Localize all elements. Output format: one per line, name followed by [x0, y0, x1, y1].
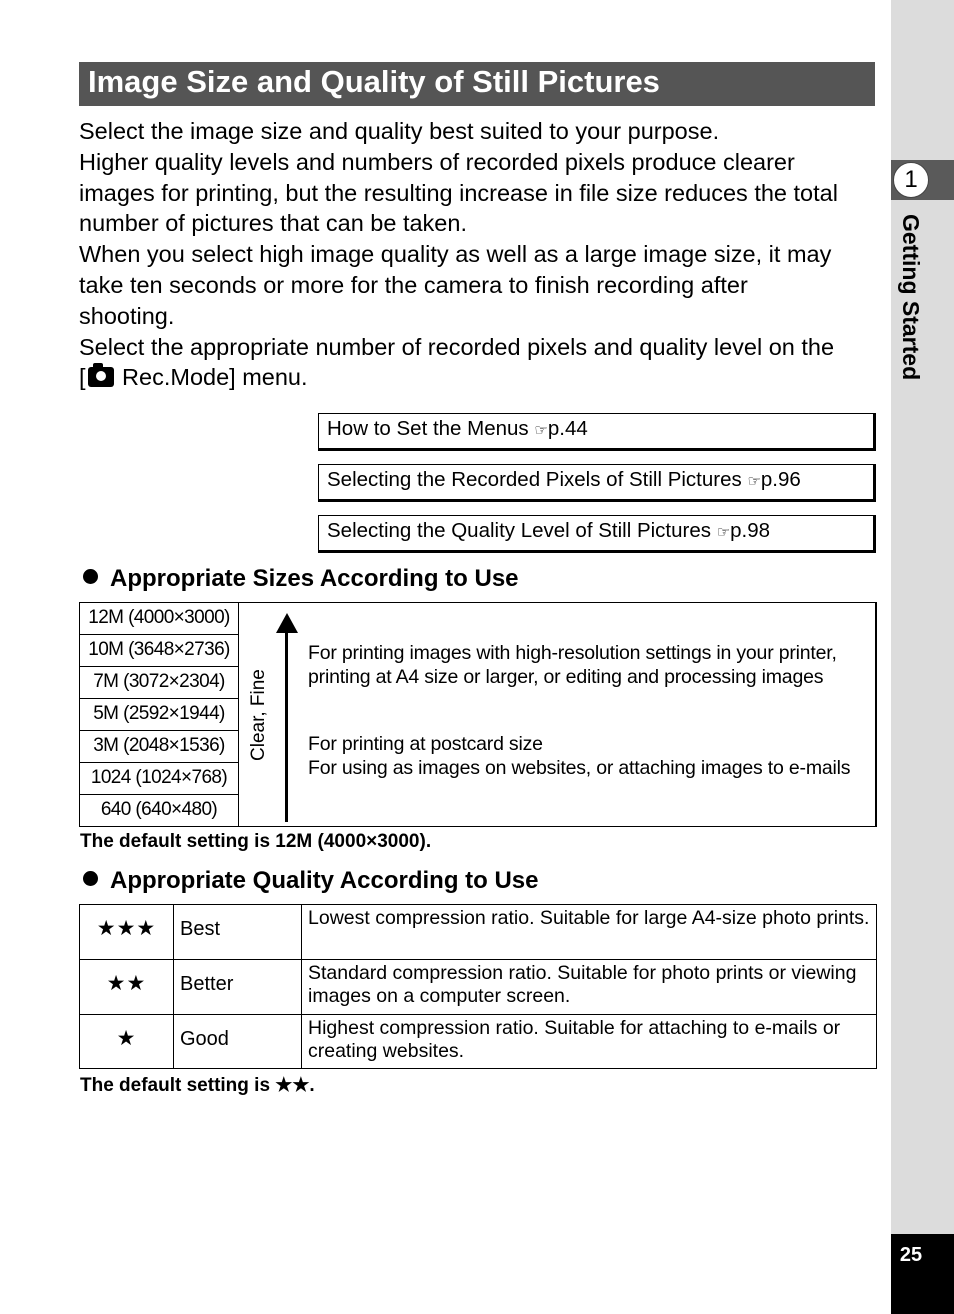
- intro-paragraph: Higher quality levels and numbers of recorded pixels produce clearer images for printing, but the resulting increase in file size reduces the total number of pictures that can be taken.: [79, 148, 838, 237]
- intro-paragraph: Select the image size and quality best suited to your purpose.: [79, 118, 720, 144]
- page-pointer-icon: ☞: [747, 473, 761, 490]
- page-title: Image Size and Quality of Still Pictures: [88, 64, 660, 99]
- menu-name: Rec.Mode] menu.: [115, 364, 308, 391]
- intro-menu-line: [79, 362, 879, 393]
- quality-heading: [83, 867, 539, 895]
- quality-default-note: The default setting is ★★.: [80, 1075, 315, 1096]
- use-description: For printing at postcard size: [308, 733, 543, 755]
- intro-paragraph: Select the appropriate number of recorded pixels and quality level on the: [79, 333, 835, 360]
- quality-stars: ★★★: [80, 905, 174, 959]
- sizes-table: [79, 602, 877, 827]
- size-cell: 7M (3072×2304): [80, 667, 239, 699]
- table-row: [80, 1015, 876, 1068]
- size-cell: 3M (2048×1536): [80, 731, 239, 763]
- quality-description: Lowest compression ratio. Suitable for large A4-size photo prints.: [308, 907, 870, 929]
- quality-heading-text: Appropriate Quality According to Use: [110, 867, 539, 894]
- bullet-icon: [83, 871, 98, 886]
- sizes-heading: [83, 565, 519, 593]
- use-description: For using as images on websites, or attaching images to e-mails: [308, 757, 851, 779]
- reference-text: Selecting the Quality Level of Still Pictures: [327, 519, 717, 542]
- quality-axis-line: [285, 630, 288, 822]
- reference-recorded-pixels[interactable]: [318, 464, 876, 502]
- page-pointer-icon: ☞: [534, 422, 548, 439]
- reference-page: p.96: [760, 468, 801, 491]
- quality-description: Highest compression ratio. Suitable for attaching to e-mails or creating websites.: [308, 1017, 841, 1062]
- reference-page: p.98: [730, 519, 771, 542]
- page-pointer-icon: ☞: [716, 524, 731, 541]
- size-cell: 12M (4000×3000): [80, 603, 239, 635]
- chapter-label: Getting Started: [898, 214, 924, 381]
- quality-table: [79, 904, 877, 1069]
- quality-name: Good: [174, 1015, 302, 1068]
- quality-name: Better: [174, 960, 302, 1014]
- size-cell: 5M (2592×1944): [80, 699, 239, 731]
- quality-name: Best: [174, 905, 302, 959]
- camera-icon: [88, 367, 114, 387]
- arrow-up-icon: [276, 613, 298, 633]
- size-cell: 640 (640×480): [80, 795, 239, 826]
- quality-stars: ★: [80, 1015, 174, 1068]
- size-cell: 1024 (1024×768): [80, 763, 239, 795]
- reference-text: Selecting the Recorded Pixels of Still Pictures: [327, 468, 748, 491]
- chapter-number: 1: [893, 162, 929, 198]
- quality-stars: ★★: [80, 960, 174, 1014]
- quality-axis-label: Clear, Fine: [248, 669, 269, 761]
- reference-page: p.44: [547, 417, 588, 440]
- size-cell: 10M (3648×2736): [80, 635, 239, 667]
- intro-text: [79, 116, 879, 393]
- bullet-icon: [83, 569, 98, 584]
- table-row: [80, 905, 876, 960]
- reference-menus[interactable]: [318, 413, 876, 451]
- quality-description: Standard compression ratio. Suitable for photo prints or viewing images on a computer screen.: [308, 962, 857, 1007]
- menu-bracket: [: [79, 364, 86, 391]
- table-row: [80, 960, 876, 1015]
- sizes-heading-text: Appropriate Sizes According to Use: [110, 565, 519, 592]
- intro-paragraph: When you select high image quality as well as a large image size, it may take ten seconds or more for the camera to finish recording after shooting.: [79, 241, 832, 329]
- use-description: For printing images with high-resolution settings in your printer,: [308, 642, 837, 664]
- sizes-default-note: The default setting is 12M (4000×3000).: [80, 831, 432, 852]
- reference-quality-level[interactable]: [318, 515, 876, 553]
- page-number: 25: [899, 1244, 923, 1266]
- use-description: printing at A4 size or larger, or editing and processing images: [308, 666, 824, 688]
- reference-text: How to Set the Menus: [327, 417, 535, 440]
